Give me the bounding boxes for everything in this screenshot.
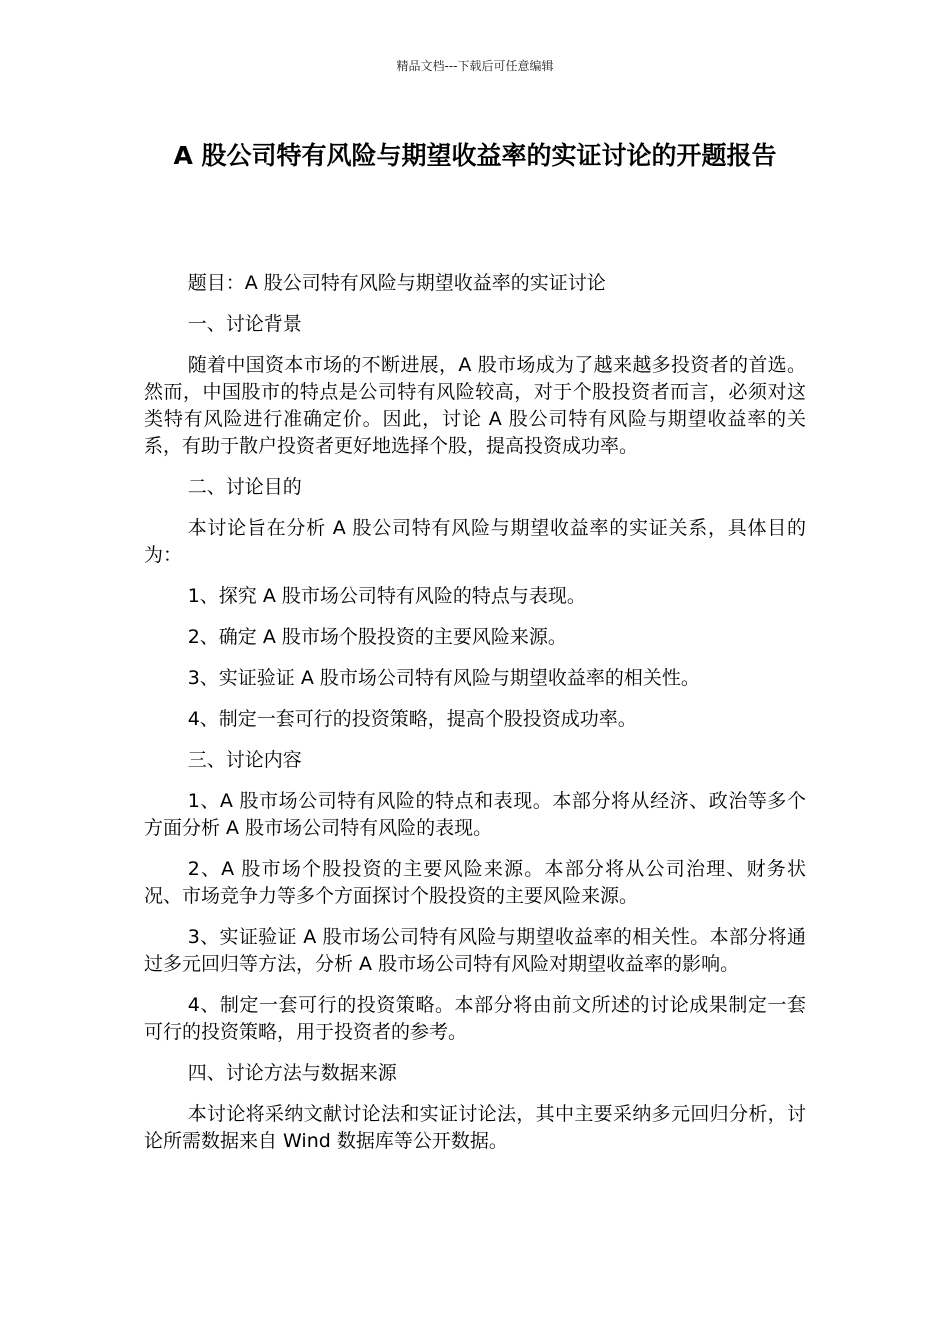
- paragraph-background: 随着中国资本市场的不断进展，A 股市场成为了越来越多投资者的首选。然而，中国股市的特点是公司特有风险较高，对于个股投资者而言，必须对这类特有风险进行准确定价。因此，讨论 A 股公司特有风险与期望收益率的关系，有助于散户投资者更好地选择个股，提高投资成功率。: [144, 354, 806, 457]
- page-header: 精品文档---下载后可任意编辑: [396, 59, 554, 73]
- paragraph-methods: 本讨论将采纳文献讨论法和实证讨论法，其中主要采纳多元回归分析，讨论所需数据来自 Wind 数据库等公开数据。: [144, 1103, 806, 1152]
- list-item-purpose-2: 2、确定 A 股市场个股投资的主要风险来源。: [187, 626, 567, 648]
- document-title: A 股公司特有风险与期望收益率的实证讨论的开题报告: [173, 141, 777, 170]
- section-heading-background: 一、讨论背景: [187, 313, 302, 335]
- paragraph-purpose: 本讨论旨在分析 A 股公司特有风险与期望收益率的实证关系，具体目的为：: [144, 517, 806, 566]
- list-item-content-1: 1、A 股市场公司特有风险的特点和表现。本部分将从经济、政治等多个方面分析 A 股市场公司特有风险的表现。: [144, 790, 806, 839]
- list-item-purpose-1: 1、探究 A 股市场公司特有风险的特点与表现。: [187, 585, 586, 607]
- section-heading-purpose: 二、讨论目的: [187, 476, 302, 498]
- list-item-content-2: 2、A 股市场个股投资的主要风险来源。本部分将从公司治理、财务状况、市场竞争力等多个方面探讨个股投资的主要风险来源。: [144, 858, 806, 907]
- list-item-purpose-3: 3、实证验证 A 股市场公司特有风险与期望收益率的相关性。: [187, 667, 700, 689]
- list-item-content-4: 4、制定一套可行的投资策略。本部分将由前文所述的讨论成果制定一套可行的投资策略，用于投资者的参考。: [144, 994, 806, 1043]
- list-item-purpose-4: 4、制定一套可行的投资策略，提高个股投资成功率。: [187, 708, 637, 730]
- section-heading-content: 三、讨论内容: [187, 749, 302, 771]
- list-item-content-3: 3、实证验证 A 股市场公司特有风险与期望收益率的相关性。本部分将通过多元回归等方法，分析 A 股市场公司特有风险对期望收益率的影响。: [144, 926, 806, 975]
- section-heading-methods: 四、讨论方法与数据来源: [187, 1062, 397, 1084]
- document-body: [144, 270, 806, 1169]
- paragraph-topic: 题目：A 股公司特有风险与期望收益率的实证讨论: [187, 272, 606, 294]
